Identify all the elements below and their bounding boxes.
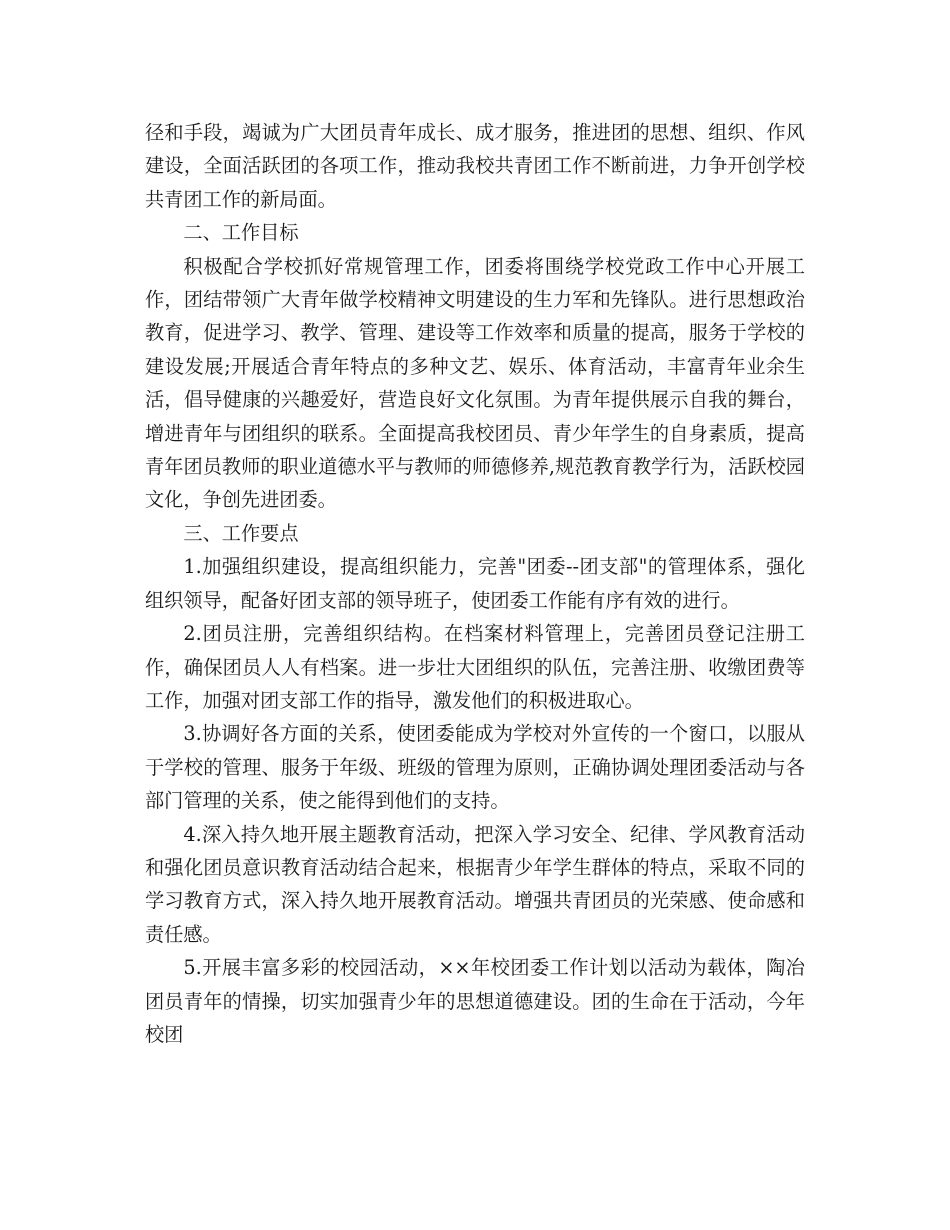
list-item-point-5: 5.开展丰富多彩的校园活动，××年校团委工作计划以活动为载体，陶冶团员青年的情操，切实加强青少年的思想道德建设。团的生命在于活动，今年校团 <box>145 956 805 1046</box>
section-heading-key-points: 三、工作要点 <box>183 521 299 545</box>
list-item-point-2: 2.团员注册，完善组织结构。在档案材料管理上，完善团员登记注册工作，确保团员人人有档案。进一步壮大团组织的队伍，完善注册、收缴团费等工作，加强对团支部工作的指导，激发他们的积极进取心。 <box>145 622 805 712</box>
document-body <box>145 116 805 1051</box>
list-item-point-4: 4.深入持久地开展主题教育活动，把深入学习安全、纪律、学风教育活动和强化团员意识教育活动结合起来，根据青少年学生群体的特点，采取不同的学习教育方式，深入持久地开展教育活动。增强共青团员的光荣感、使命感和责任感。 <box>145 822 805 946</box>
list-item-point-1: 1.加强组织建设，提高组织能力，完善"团委--团支部"的管理体系，强化组织领导，配备好团支部的领导班子，使团委工作能有序有效的进行。 <box>145 555 805 612</box>
section-heading-work-goals: 二、工作目标 <box>183 221 299 245</box>
paragraph-work-goals: 积极配合学校抓好常规管理工作，团委将围绕学校党政工作中心开展工作，团结带领广大青年做学校精神文明建设的生力军和先锋队。进行思想政治教育，促进学习、教学、管理、建设等工作效率和质量的提高，服务于学校的建设发展;开展适合青年特点的多种文艺、娱乐、体育活动，丰富青年业余生活，倡导健康的兴趣爱好，营造良好文化氛围。为青年提供展示自我的舞台，增进青年与团组织的联系。全面提高我校团员、青少年学生的自身素质，提高青年团员教师的职业道德水平与教师的师德修养,规范教育教学行为，活跃校园文化，争创先进团委。 <box>145 254 805 512</box>
paragraph-intro-continued: 径和手段，竭诚为广大团员青年成长、成才服务，推进团的思想、组织、作风建设，全面活跃团的各项工作，推动我校共青团工作不断前进，力争开创学校共青团工作的新局面。 <box>145 121 805 211</box>
list-item-point-3: 3.协调好各方面的关系，使团委能成为学校对外宣传的一个窗口，以服从于学校的管理、服务于年级、班级的管理为原则，正确协调处理团委活动与各部门管理的关系，使之能得到他们的支持。 <box>145 722 805 813</box>
